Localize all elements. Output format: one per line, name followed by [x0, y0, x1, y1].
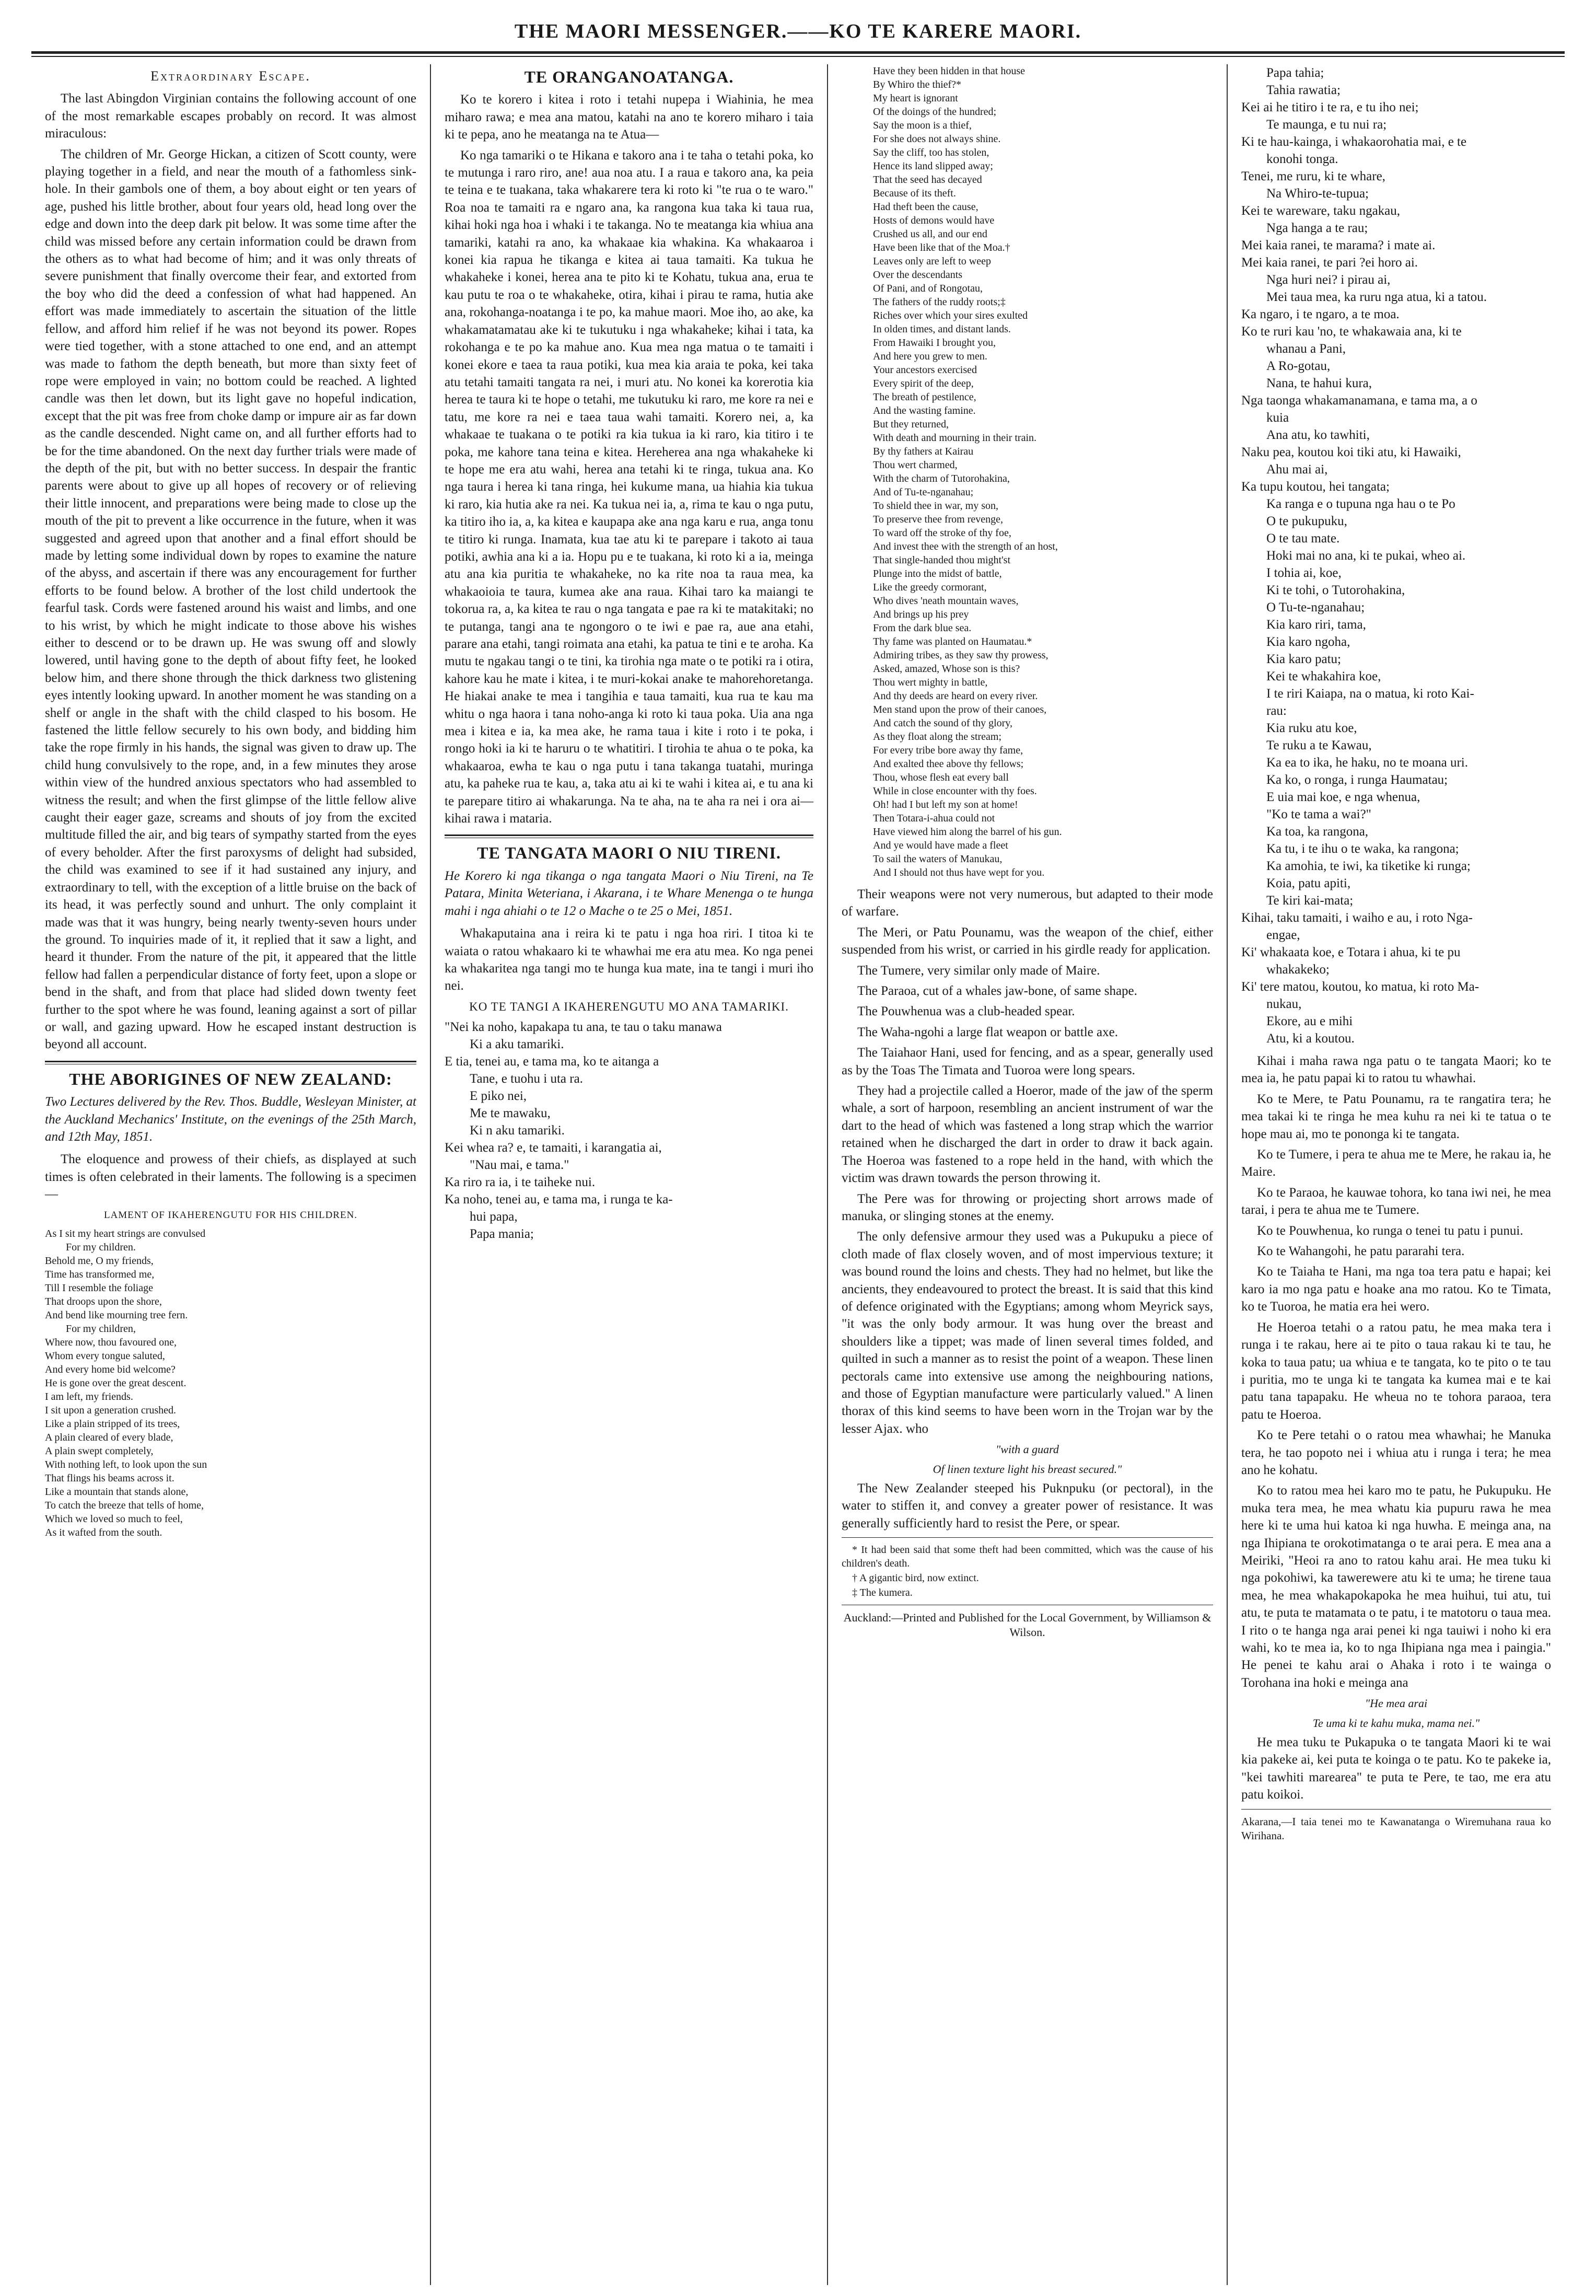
poem-line: Ki' whakaata koe, e Totara i ahua, ki te pu [1241, 945, 1461, 959]
quote-line: "He mea arai [1365, 1697, 1428, 1710]
poem-line: whanau a Pani, [1266, 342, 1346, 356]
article-paragraph: He mea tuku te Pukapuka o te tangata Maori ki te wai kia pakeke ai, kei puta te koinga o te patu. Ko te pakeke ia, "kei tawhiti marearea" te puta te Pere, te tao, me era atu patu koikoi. [1241, 1735, 1551, 1802]
article-heading-aborigines: THE ABORIGINES OF NEW ZEALAND: [69, 1069, 392, 1088]
poem-line: As I sit my heart strings are convulsed [45, 1228, 206, 1239]
poem-line: Mei kaia ranei, te marama? i mate ai. [1241, 238, 1436, 252]
poem-line: He is gone over the great descent. [45, 1377, 187, 1389]
poem-line: Kia ruku atu koe, [1266, 721, 1357, 735]
article-paragraph: The Meri, or Patu Pounamu, was the weapon of the chief, either suspended from his wrist, or carried in his girdle ready for application. [842, 925, 1213, 957]
poem-line: Nana, te hahui kura, [1266, 376, 1372, 390]
column-3 [828, 64, 1228, 2285]
poem-line: That single-handed thou might'st [873, 554, 1011, 566]
poem-line: Thou wert mighty in battle, [873, 677, 988, 688]
article-heading-escape: Extraordinary Escape. [150, 68, 311, 84]
poem-line: For my children. [66, 1242, 136, 1253]
poem-line: konohi tonga. [1266, 152, 1338, 166]
poem-line: Whom every tongue saluted, [45, 1350, 165, 1362]
poem-line: Your ancestors exercised [873, 364, 977, 376]
column-1 [31, 64, 431, 2285]
poem-line: By thy fathers at Kairau [873, 446, 974, 457]
poem-line: engae, [1266, 928, 1300, 942]
poem-line: From the dark blue sea. [873, 622, 972, 634]
article-paragraph: The only defensive armour they used was a Pukupuku a piece of cloth made of flax closely woven, and of most impervious texture; it was bound round the loins and chests. They had no helmet, but like the ancients, they endeavoured to protect the breast. It is said that this kind of defence originated with the Egyptians; among whom Meyrick says, "it was the only body armour. It was hung over the breast and shoulders like a tippet; was made of linen several times folded, and quilted in such a manner as to resist the point of a weapon. These linen pectorals came into extensive use among the neighbouring nations, and those of Egyptian manufacture were particularly valued." A linen thorax of this kind seems to have been worn in the Trojan war by the lesser Ajax. who [842, 1230, 1213, 1436]
poem-line: And ye would have made a fleet [873, 840, 1008, 851]
poem-line: Ka ea to ika, he haku, no te moana uri. [1266, 756, 1468, 770]
poem-line: To ward off the stroke of thy foe, [873, 527, 1011, 539]
poem-line: Ka riro ra ia, i te taiheke nui. [445, 1175, 596, 1190]
lecture-subheading: He Korero ki nga tikanga o nga tangata Maori o Niu Tireni, na Te Patara, Minita Weteriana, i Akarana, i te Whare Menenga o te hunga mahi i nga ahiahi o te 12 o Mache o te 25 o Mei, 1851. [445, 868, 813, 918]
poem-line: To catch the breeze that tells of home, [45, 1500, 204, 1511]
poem-line: A Ro-gotau, [1266, 359, 1331, 373]
poem-line: For she does not always shine. [873, 133, 1001, 145]
lecture-subheading: Two Lectures delivered by the Rev. Thos. Buddle, Wesleyan Minister, at the Auckland Mechanics' Institute, on the evenings of the 25th March, and 12th May, 1851. [45, 1095, 416, 1144]
poem-line: Tahia rawatia; [1266, 83, 1341, 97]
poem-line: "Nei ka noho, kapakapa tu ana, te tau o taku manawa [445, 1020, 722, 1035]
article-paragraph: Ko te Wahangohi, he patu pararahi tera. [1257, 1244, 1465, 1259]
footnote-rule [842, 1537, 1213, 1538]
poem-line: With nothing left, to look upon the sun [45, 1459, 207, 1470]
poem-line: Where now, thou favoured one, [45, 1337, 177, 1348]
masthead-rule [31, 51, 1565, 57]
article-paragraph: The Pere was for throwing or projecting short arrows made of manuka, or slinging stones at the enemy. [842, 1191, 1213, 1223]
poem-line: That the seed has decayed [873, 174, 982, 185]
poem-line: E uia mai koe, e nga whenua, [1266, 790, 1420, 804]
article-paragraph: Ko te Pouwhenua, ko runga o tenei tu patu i punui. [1257, 1223, 1523, 1238]
poem-line: Thou, whose flesh eat every ball [873, 772, 1009, 783]
article-paragraph: Ko nga tamariki o te Hikana e takoro ana i te taha o tetahi poka, ko te mutunga i raro riro, ane! aua noa atu. I a raua e takoro ana, ka peia te teina e te tuakana, taka whakarere tera ki roto ki "te rua o te waro." Roa noa te tamaiti ra e ngaro ana, ka rangona kua taka ki taua rua, kihai hoki nga hoa i whaki i te takanga. No te meatanga kia whiua ana tamariki, katahi ra ano, ka whakaae kia whakina. Ka whakaaroa i konei kia rapua he tikanga e kitea ai taua tamaiti. Ka tukua he whakaheke i konei, herea ana te pito ki te Kohatu, tukua ana, erua te kau putu te roa o te whakaheke, otira, kihai i pirau te rama, hutia ake ana, rokohanga-noatanga i te po, ka mahue maori. Moe iho, ao ake, ka whakamatamatau ake ki te tukutuku i nga whakaheke; kihai i tata, ka rokohanga e te po ka mahue ano. Kua mea nga matua o te tamaiti i konei ekore e taea ta raua potiki, kua mea kia araia te poka, kei taka atu tetahi tamaiti tangata ra nei, i muri atu. No konei ka korerotia kia herea te taura ki te hope o tetahi, me tukutuku ki raro, me kore ra nei e tatu, me kore ra nei e taea taua wahi tamaiti. Korero nei, a, ka whakaae te tuakana o te potiki ra kia tukua ia ki raro, kia titiro i te poka, me kahore tana teina e kitea. Hereherea ana nga whakaheke ki te hope me era atu wahi, herea ana tetahi ki te ringa, tukua ana. Ko nga taura i herea ki tana ringa, hei kukume mana, ua hiahia kia tukua ki raro, kia hutia ake ra nei. Ka tukua nei ia, a, rima te kau o nga putu, ka titiro iho ia, a, ka kitea e kaupapa ake ana nga karu e rua, anga tonu te titiro ki runga. Inamata, kua tae atu ki te parepare i takoto ai taua potiki, awhia ana ki a ia. Hopu pu e te tuakana, ki roto ki a ia, meinga atu ana kia puritia te whakaheke, no ka rite noa ta raua mea, ka whakaoioia te taura, kumea ake ana raua. Kihai taro ka maiangi te tokorua ra, a, ka kitea te rau o nga tangata e pae ra ki te matakitaki; no te putanga, tangi ana te ngongoro o te iwi e pae ra, aue ana etahi, parare ana etahi, tangi roimata ana etahi, ka patua te tini e te aroha. Ka mutu te ngakau tangi o te tini, ka tirohia nga mate o te potiki ra i otira, kahore kau he mate i kitea, i te muri-kokai anake te mahorehoretanga. He hiakai anake te mea i tangihia e taua tamaiti, kua rua te kau ma whitu o nga haora i tana noho-anga ki roto ki taua poka. Uia ana nga mea i kitea e ia, ka mea ake, he rama taua i kite i roto i te poka, i rongo hoki ia ki te haruru o te whatitiri. I tirohia te ahua o te poka, ka whakaaroa, ewha te kau o nga putu i tana takanga tuatahi, muringa atu, ka paheke rua te kau, a, taka atu ai ki te wahi i kitea ai, e tu ana ki te parepare titiro ai whakarunga. Na te aha, na te aha ra nei i ora ai—kihai rawa i mataria. [445, 148, 813, 826]
col1-paragraphs [45, 90, 416, 1053]
article-paragraph: Ko te Pere tetahi o o ratou mea whawhai; he Manuka tera, he tao popoto nei i whiua atu i runga i tera; he mea ano he kohatu. [1241, 1428, 1551, 1477]
poem-line: Till I resemble the foliage [45, 1282, 153, 1294]
poem-line: Oh! had I but left my son at home! [873, 799, 1018, 810]
poem-line: Ki te hau-kainga, i whakaorohatia mai, e te [1241, 135, 1467, 149]
poem-line: By Whiro the thief?* [873, 79, 962, 90]
article-paragraph: Ko te Paraoa, he kauwae tohora, ko tana iwi nei, he mea tarai, i pera te ahua me te Tumere. [1241, 1185, 1551, 1217]
poem-line: To sail the waters of Manukau, [873, 853, 1003, 865]
poem-line: Ka amohia, te iwi, ka tiketike ki runga; [1266, 859, 1471, 873]
poem-line: Tane, e tuohu i uta ra. [470, 1072, 583, 1086]
poem-line: E tia, tenei au, e tama ma, ko te aitanga a [445, 1054, 659, 1069]
poem-line: With death and mourning in their train. [873, 432, 1037, 444]
poem-line: And brings up his prey [873, 609, 969, 620]
poem-line: For my children, [66, 1323, 136, 1335]
poem-line: Papa mania; [470, 1227, 534, 1242]
poem-line: Kia karo riri, tama, [1266, 618, 1366, 632]
section-rule [45, 1061, 416, 1064]
poem-line: Leaves only are left to weep [873, 256, 992, 267]
poem-line: That flings his beams across it. [45, 1472, 174, 1484]
poem-line: Te maunga, e tu nui ra; [1266, 118, 1387, 132]
poem-line: The breath of pestilence, [873, 391, 976, 403]
poem-line: A plain swept completely, [45, 1445, 154, 1457]
poem-line: I te riri Kaiapa, na o matua, ki roto Kai- [1266, 687, 1474, 701]
poem-line: Kihai, taku tamaiti, i waiho e au, i roto Nga- [1241, 911, 1473, 925]
poem-line: Ka tu, i te ihu o te waka, ka rangona; [1266, 842, 1459, 856]
poem-line: I tohia ai, koe, [1266, 566, 1342, 580]
article-paragraph: The Pouwhenua was a club-headed spear. [857, 1004, 1075, 1019]
poem-line: Kei te wareware, taku ngakau, [1241, 204, 1401, 218]
col3-paragraphs [842, 886, 1213, 1437]
poem-line: Te ruku a te Kawau, [1266, 738, 1372, 752]
footnote: † A gigantic bird, now extinct. [852, 1572, 979, 1584]
poem-line: Kei te whakahira koe, [1266, 669, 1381, 683]
poem-line: Ka ranga e o tupuna nga hau o te Po [1266, 497, 1455, 511]
article-paragraph: The Waha-ngohi a large flat weapon or battle axe. [857, 1025, 1118, 1039]
poem-line: E piko nei, [470, 1089, 527, 1104]
poem-line: Ki te tohi, o Tutorohakina, [1266, 583, 1405, 597]
poem-line: I am left, my friends. [45, 1391, 133, 1402]
poem-line: Thou wert charmed, [873, 459, 958, 471]
poem-line: Because of its theft. [873, 188, 956, 199]
poem-line: Nga hanga a te rau; [1266, 221, 1368, 235]
poem-line: But they returned, [873, 419, 949, 430]
poem-line: Who dives 'neath mountain waves, [873, 595, 1019, 607]
poem-line: Kei whea ra? e, te tamaiti, i karangatia ai, [445, 1141, 662, 1155]
poem-line: For every tribe bore away thy fame, [873, 745, 1023, 756]
poem-line: Have been like that of the Moa.† [873, 242, 1010, 253]
poem-line: Riches over which your sires exulted [873, 310, 1028, 321]
poem-line: Thy fame was planted on Haumatau.* [873, 636, 1032, 647]
poem-line: rau: [1266, 704, 1287, 718]
article-paragraph: The Paraoa, cut of a whales jaw-bone, of same shape. [857, 984, 1137, 999]
lament-poem-continued [842, 64, 1213, 879]
poem-line: The fathers of the ruddy roots;‡ [873, 296, 1006, 308]
article-paragraph: The Tumere, very similar only made of Maire. [857, 963, 1100, 978]
article-paragraph: Their weapons were not very numerous, but adapted to their mode of warfare. [842, 887, 1213, 919]
poem-line: Ka noho, tenei au, e tama ma, i runga te ka- [445, 1192, 673, 1207]
article-heading-oranganoatanga: TE ORANGANOATANGA. [524, 67, 734, 86]
column-2 [431, 64, 828, 2285]
poem-line: Ka tupu koutou, hei tangata; [1241, 480, 1390, 494]
poem-line: Say the cliff, too has stolen, [873, 147, 989, 158]
article-paragraph: Ko to ratou mea hei karo mo te patu, he Pukupuku. He muka tera mea, he mea whatu kia pupuru rawa he mea here ki te uma hui katoa ki nga huwha. E meinga ana, na nga Ihipiana te orokotimatanga o te arai pera. E mea ana a Meiriki, "Heoi ra ano to ratou kahu arai. He mea tuku ki nga pokohiwi, ka tawerewere atu ki te uma; he tirene taua mea, he mea whakapokapoka he mea huihui, tui atu, tui atu, te puta te matamata o te patu, i te matotoru o taua mea. I rito o te hanga nga arai penei ki nga tauiwi i noho ki era wahi, ko te mea ia, ko to nga Ihipiana nga mea i paingia." He penei te kahu arai o Ahaka i roto i te wainga o Torohana ina hoki e meinga ana [1241, 1483, 1551, 1690]
poem-line: Ana atu, ko tawhiti, [1266, 428, 1370, 442]
col4-paragraphs [1241, 1052, 1551, 1691]
article-paragraph: The New Zealander steeped his Puknpuku (or pectoral), in the water to stiffen it, and convey a greater power of resistance. It was generally sufficiently hard to resist the Pere, or spear. [842, 1481, 1213, 1530]
poem-line: Hosts of demons would have [873, 215, 995, 226]
masthead: THE MAORI MESSENGER.——KO TE KARERE MAORI. [514, 20, 1082, 42]
poem-line: "Nau mai, e tama." [470, 1158, 569, 1173]
poem-line: Like a plain stripped of its trees, [45, 1418, 180, 1430]
poem-line: nukau, [1266, 997, 1302, 1011]
tangi-poem [445, 1018, 813, 1243]
poem-line: Of the doings of the hundred; [873, 106, 997, 118]
imprint: Auckland:—Printed and Published for the Local Government, by Williamson & Wilson. [843, 1611, 1211, 1639]
poem-line: Ka ngaro, i te ngaro, a te moa. [1241, 307, 1400, 321]
article-paragraph: They had a projectile called a Hoeror, made of the jaw of the sperm whale, a sort of harpoon, resembling an ancient instrument of war the dart to the head of which was fastened a long strap which the warrior retained when he discharged the dart in order to draw it back again. The Hoeroa was fastened to a rope held in the hand, with which the victim was drawn towards the person throwing it. [842, 1084, 1213, 1186]
poem-line: Naku pea, koutou koi tiki atu, ki Hawaiki, [1241, 445, 1461, 459]
poem-line: From Hawaiki I brought you, [873, 337, 996, 349]
poem-line: And every home bid welcome? [45, 1364, 176, 1375]
poem-line: Which we loved so much to feel, [45, 1513, 183, 1525]
poem-line: Men stand upon the prow of their canoes, [873, 704, 1047, 715]
article-paragraph: Whakaputaina ana i reira ki te patu i nga hoa riri. I titoa ki te waiata o ratou whakaaro ki te whawhai me era atu mea. Ko nga penei ka whakaritea nga tangi mo te hunga kua mate, ina te tangi i muri iho nei. [445, 926, 813, 993]
article-paragraph: The eloquence and prowess of their chiefs, as displayed at such times is often celebrated in their laments. The following is a specimen— [45, 1152, 416, 1202]
poem-line: Ki n aku tamariki. [470, 1123, 565, 1138]
poem-line: Koia, patu apiti, [1266, 876, 1351, 890]
poem-line: To shield thee in war, my son, [873, 500, 998, 512]
poem-line: Kei ai he titiro i te ra, e tu iho nei; [1241, 100, 1419, 114]
poem-title: KO TE TANGI A IKAHERENGUTU MO ANA TAMARIKI. [469, 1000, 789, 1013]
poem-line: Over the descendants [873, 269, 963, 281]
poem-line: Ki' tere matou, koutou, ko matua, ki roto Ma- [1241, 980, 1479, 994]
poem-line: Time has transformed me, [45, 1269, 155, 1280]
imprint: Akarana,—I taia tenei mo te Kawanatanga o Wiremuhana raua ko Wirihana. [1241, 1815, 1551, 1842]
imprint-rule [1241, 1809, 1551, 1810]
poem-line: A plain cleared of every blade, [45, 1432, 173, 1443]
poem-line: With the charm of Tutorohakina, [873, 473, 1010, 484]
poem-line: My heart is ignorant [873, 92, 958, 104]
poem-line: Have viewed him along the barrel of his gun. [873, 826, 1062, 838]
poem-line: Ka toa, ka rangona, [1266, 825, 1369, 839]
poem-line: Kia karo patu; [1266, 652, 1342, 666]
article-paragraph: He Hoeroa tetahi o a ratou patu, he mea maka tera i runga i te rakau, here ai te pito o taua rakau ki te tau, he koka to taua patu; ua whiua e te tangata, ko te pito o te tau i puritia, mo te unga ki te tangata ka kumea mai e te kai patu tana tapapaku. He wheua no te tohora paraoa, tera patu te Hoeroa. [1241, 1320, 1551, 1422]
poem-line: And the wasting famine. [873, 405, 976, 416]
lament-poem [45, 1227, 416, 1539]
poem-line: Ahu mai ai, [1266, 462, 1328, 477]
poem-line: And I should not thus have wept for you. [873, 867, 1045, 878]
footnote: ‡ The kumera. [852, 1587, 913, 1599]
poem-line: Papa tahia; [1266, 66, 1324, 80]
poem-line: Atu, ki a koutou. [1266, 1031, 1355, 1046]
poem-line: Say the moon is a thief, [873, 120, 972, 131]
poem-line: Ka ko, o ronga, i runga Haumatau; [1266, 773, 1448, 787]
poem-line: O te pukupuku, [1266, 514, 1347, 528]
poem-line: To preserve thee from revenge, [873, 514, 1004, 525]
article-paragraph: The last Abingdon Virginian contains the following account of one of the most remarkable escapes probably on record. It was almost miraculous: [45, 91, 416, 141]
poem-line: Nga taonga whakamanamana, e tama ma, a o [1241, 393, 1477, 408]
column-4 [1228, 64, 1565, 2285]
poem-line: And of Tu-te-nganahau; [873, 486, 974, 498]
poem-line: Mei kaia ranei, te pari ?ei horo ai. [1241, 256, 1418, 270]
article-paragraph: Kihai i maha rawa nga patu o te tangata Maori; ko te mea ia, he patu papai ki to ratou tu whawhai. [1241, 1054, 1551, 1086]
poem-line: Admiring tribes, as they saw thy prowess, [873, 650, 1049, 661]
quote-line: Te uma ki te kahu muka, mama nei." [1312, 1716, 1480, 1730]
poem-line: Me te mawaku, [470, 1106, 551, 1121]
article-paragraph: The children of Mr. George Hickan, a citizen of Scott county, were playing together in a field, and near the mouth of a fathomless sink-hole. In their gambols one of them, a boy about eight or ten years of age, pushed his little brother, about four years old, head long over the edge and down into the deep dark pit below. It was some time after the child was missed before any certain information could be drawn from the others as to what had become of him; and it was only threats of severe punishment that finally overcome their fear, and extorted from the boy who did the deed a confession of what had happened. An effort was made immediately to ascertain the situation of the little fellow, and afford him relief if he was not beyond its power. Ropes were tied together, with a stone attached to one end, and an attempt was made to fathom the depth beneath, but more than sixty feet of rope were employed in vain; no bottom could be reached. A lighted candle was then let down, but its light gave no hopeful indication, except that the pit was free from choke damp or impure air as far down as the candle descended. Night came on, and all further efforts had to be for the time abandoned. On the next day further trials were made of the depth of the pit, but with no better success. In despair the frantic parents were about to give up all hopes of recovery or of relieving their little innocent, and preparations were being made to close up the mouth of the pit to prevent a like occurrence in the future, when it was suggested and agreed upon that another and a final effort should be made by letting some individual down by ropes to examine the nature of the abyss, and ascertain if there was any encouragement for further efforts to be found below. A brother of the lost child undertook the fearful task. Cords were fastened around his waist and limbs, and one to his wrist, by which he might indicate to those above his wishes either to descend or to be drawn up. He was swung off and slowly lowered, until having gone to the depth of about fifty feet, he looked below him, and there shone through the thick darkness two glistening eyes intently looking upward. In another moment he was standing on a shelf or angle in the shaft with the child clasped to his bosom. He fastened the little fellow securely to his own body, and bidding him take the rope firmly in his hands, the signal was given to draw up. The child hung convulsively to the rope, and, in a few minutes they arose within view of the hundred anxious spectators who had assembled to witness the result; and when the first glimpse of the little fellow alive caught their eager gaze, screams and shouts of joy from the excited multitude filled the air, and big tears of sympathy started from the eyes of every beholder. After the first paroxysms of delight had subsided, the child was examined to see if it had sustained any injury, and extraordinary to tell, with the exception of a little bruise on the back of its head, it was perfectly sound and unhurt. The only complaint it made was that it was hungry, being nearly twenty-seven hours under the ground. To inquiries made of it, it replied that it saw a light, and heard it thunder. From the nature of the pit, it appeared that the little fellow had fallen a perpendicular distance of forty feet, upon a slope or bend in the shaft, and from that place had slided down twenty feet further to the spot where he was found, leaning against a sort of pillar or wall, and gazing upward. How he escaped instant destruction is beyond all account. [45, 147, 416, 1052]
poem-line: While in close encounter with thy foes. [873, 785, 1037, 797]
poem-line: Like a mountain that stands alone, [45, 1486, 189, 1498]
article-heading-tangata-maori: TE TANGATA MAORI O NIU TIRENI. [477, 843, 781, 863]
poem-line: In olden times, and distant lands. [873, 323, 1011, 335]
footnotes [842, 1543, 1213, 1599]
poem-title: LAMENT OF IKAHERENGUTU FOR HIS CHILDREN. [103, 1209, 358, 1221]
poem-line: whakakeko; [1266, 963, 1330, 977]
poem-line: Then Totara-i-ahua could not [873, 813, 995, 824]
poem-line: O Tu-te-nganahau; [1266, 600, 1365, 614]
poem-line: Mei taua mea, ka ruru nga atua, ki a tatou. [1266, 290, 1487, 304]
poem-line: As they float along the stream; [873, 731, 1002, 743]
article-paragraph: Ko te Tumere, i pera te ahua me te Mere, he rakau ia, he Maire. [1241, 1147, 1551, 1179]
poem-line: Every spirit of the deep, [873, 378, 974, 389]
footnote: * It had been said that some theft had been committed, which was the cause of his children's death. [842, 1544, 1213, 1570]
quote-line: Of linen texture light his breast secured." [933, 1462, 1122, 1476]
poem-line: Like the greedy cormorant, [873, 582, 987, 593]
article-paragraph: Ko te Mere, te Patu Pounamu, ra te rangatira tera; he mea takai ki te ringa he mea kuhu ra nei ki te tatua o te hope mau ai, mo te pononga ki te tangata. [1241, 1092, 1551, 1141]
poem-line: That droops upon the shore, [45, 1296, 162, 1307]
poem-line: Have they been hidden in that house [873, 65, 1026, 77]
poem-line: Asked, amazed, Whose son is this? [873, 663, 1020, 675]
poem-line: Tenei, me ruru, ki te whare, [1241, 169, 1385, 183]
article-paragraph: The Taiahaor Hani, used for fencing, and as a spear, generally used as by the Toas The Timata and Tuoroa were long spears. [842, 1046, 1213, 1077]
poem-line: Hoki mai no ana, ki te pukai, wheo ai. [1266, 549, 1466, 563]
poem-line: Nga huri nei? i pirau ai, [1266, 273, 1391, 287]
poem-line: "Ko te tama a wai?" [1266, 807, 1371, 821]
poem-line: Na Whiro-te-tupua; [1266, 187, 1369, 201]
poem-line: kuia [1266, 411, 1289, 425]
poem-line: And here you grew to men. [873, 351, 987, 362]
poem-line: Ko te ruri kau 'no, te whakawaia ana, ki te [1241, 324, 1462, 339]
poem-line: And thy deeds are heard on every river. [873, 690, 1038, 702]
poem-line: And bend like mourning tree fern. [45, 1309, 188, 1321]
poem-line: And exalted thee above thy fellows; [873, 758, 1024, 770]
poem-line: I sit upon a generation crushed. [45, 1405, 177, 1416]
poem-line: And invest thee with the strength of an host, [873, 541, 1058, 552]
poem-line: Kia karo ngoha, [1266, 635, 1350, 649]
tangi-poem-continued [1241, 64, 1551, 1047]
poem-line: As it wafted from the south. [45, 1527, 162, 1538]
poem-line: Te kiri kai-mata; [1266, 894, 1354, 908]
poem-line: Behold me, O my friends, [45, 1255, 154, 1267]
quote-line: "with a guard [996, 1443, 1059, 1456]
columns [31, 64, 1565, 2285]
poem-line: Ki a aku tamariki. [470, 1037, 564, 1052]
poem-line: Hence its land slipped away; [873, 160, 993, 172]
article-paragraph: Ko te korero i kitea i roto i tetahi nupepa i Wiahinia, he mea miharo rawa; e mea ana matou, katahi na ano te korero miharo i taia ki te pepa, ano he meatanga na te Atua— [445, 92, 813, 142]
article-paragraph: Ko te Taiaha te Hani, ma nga toa tera patu e hapai; kei karo ia mo nga patu e hoake ana mo ratou. Ko te Timata, ko te Tuoroa, he matia era hei wero. [1241, 1265, 1551, 1314]
poem-line: Had theft been the cause, [873, 201, 978, 213]
section-rule [445, 834, 813, 838]
poem-line: And catch the sound of thy glory, [873, 717, 1012, 729]
poem-line: Of Pani, and of Rongotau, [873, 283, 983, 294]
poem-line: hui papa, [470, 1210, 518, 1224]
poem-line: Ekore, au e mihi [1266, 1014, 1353, 1028]
poem-line: O te tau mate. [1266, 531, 1340, 546]
poem-line: Plunge into the midst of battle, [873, 568, 1002, 579]
poem-line: Crushed us all, and our end [873, 228, 987, 240]
